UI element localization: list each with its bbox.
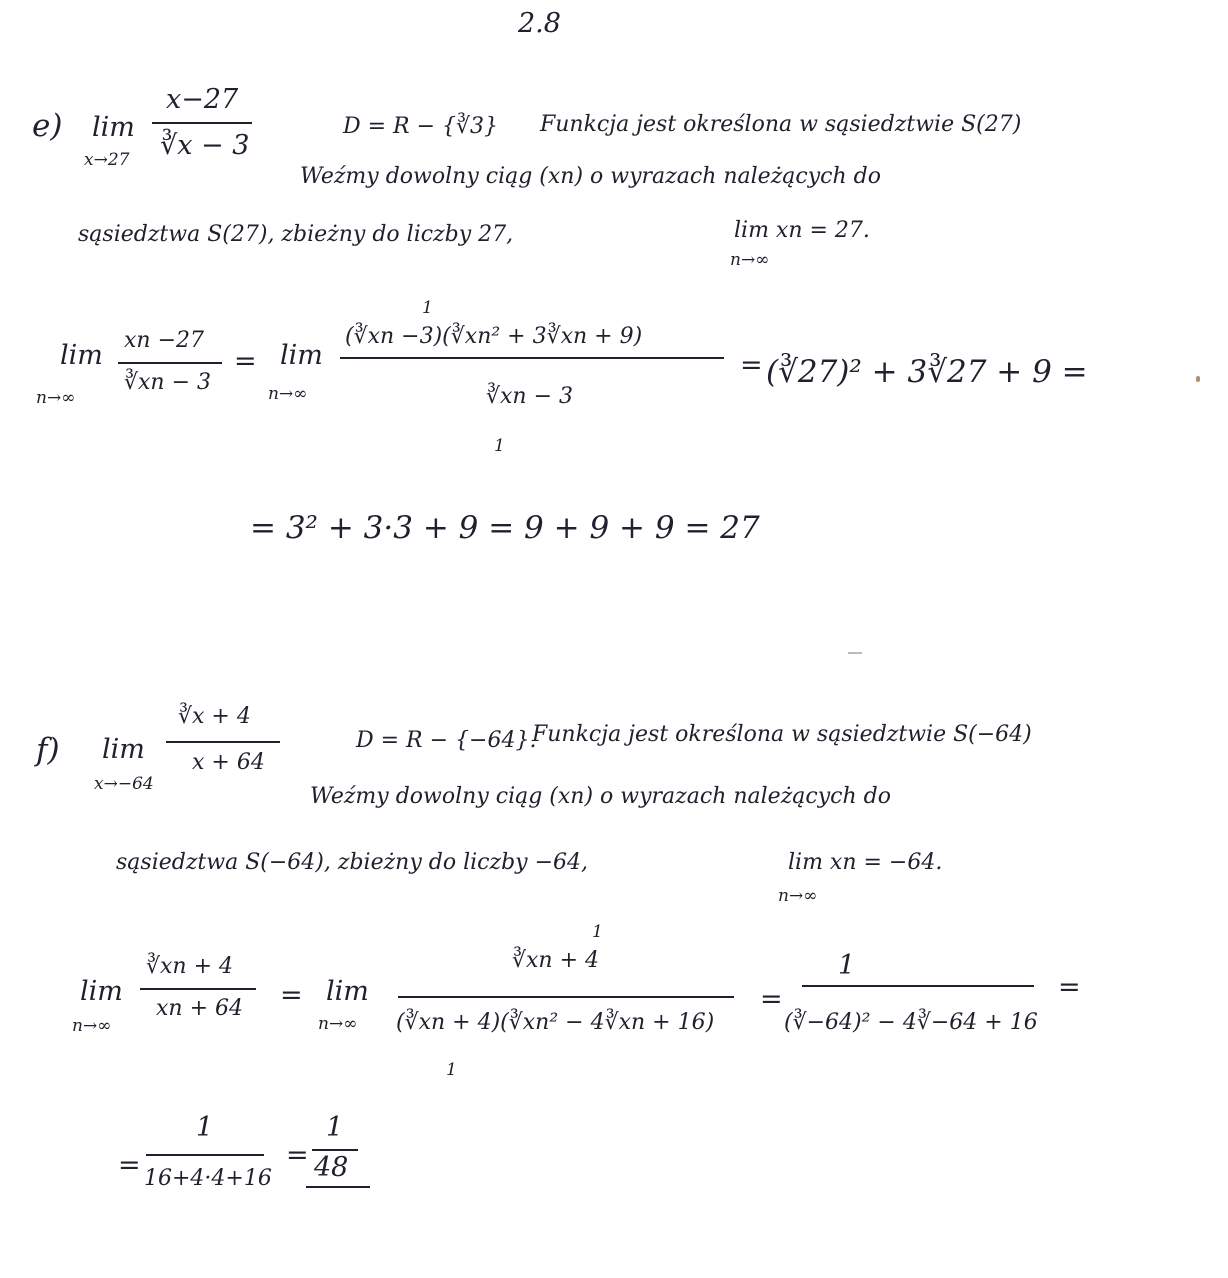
section-f-label: f) <box>36 732 60 768</box>
section-e-fraction-den: ∛x − 3 <box>160 130 250 161</box>
section-f-calc-den1: xn + 64 <box>156 996 243 1021</box>
section-e-calc-eq2: = <box>740 350 763 381</box>
section-f-calc-cancel1: 1 <box>592 922 603 942</box>
section-e-calc-cancel1: 1 <box>422 298 433 318</box>
section-f-calc-bar2 <box>398 996 734 998</box>
section-f-line2: Weźmy dowolny ciąg (xn) o wyrazach należących do <box>310 784 891 809</box>
section-e-fraction-bar <box>152 122 252 124</box>
section-e-calc-sub2: n→∞ <box>268 384 308 404</box>
section-e-calc-den2: ∛xn − 3 <box>486 384 574 409</box>
section-f-line3-lim-sub: n→∞ <box>778 886 818 906</box>
section-e-line2: Weźmy dowolny ciąg (xn) o wyrazach należących do <box>300 164 881 189</box>
section-f-calc-eq3: = <box>1058 972 1081 1003</box>
section-e-calc-bar1 <box>118 362 222 364</box>
section-f-calc-lim2: lim <box>326 976 369 1007</box>
section-f-domain: D = R − {−64}. <box>356 728 537 753</box>
section-f-calc-num5: 1 <box>326 1112 344 1143</box>
section-f-calc-num4: 1 <box>196 1112 214 1143</box>
section-f-calc-eq2: = <box>760 984 783 1015</box>
section-f-lim-word: lim <box>102 734 145 765</box>
section-e-line3-lim: lim xn = 27. <box>734 218 870 243</box>
section-f-calc-bar3 <box>802 985 1034 987</box>
section-e-domain: D = R − {∛3} <box>343 114 499 139</box>
section-f-line3: sąsiedztwa S(−64), zbieżny do liczby −64, <box>116 850 589 875</box>
section-e-lim-word: lim <box>92 112 135 143</box>
section-f-line3-lim: lim xn = −64. <box>788 850 943 875</box>
section-f-calc-eq4: = <box>118 1150 141 1181</box>
section-f-fraction-den: x + 64 <box>192 750 265 775</box>
section-f-final-underline <box>306 1186 370 1188</box>
section-f-defined-text: Funkcja jest określona w sąsiedztwie S(−64) <box>532 722 1032 747</box>
section-e-label: e) <box>32 108 63 144</box>
section-f-lim-sub: x→−64 <box>94 774 154 794</box>
section-f-calc-num1: ∛xn + 4 <box>146 954 234 979</box>
section-e-calc-result2: = 3² + 3·3 + 9 = 9 + 9 + 9 = 27 <box>250 510 760 546</box>
section-e-calc-sub1: n→∞ <box>36 388 76 408</box>
section-f-calc-eq5: = <box>286 1140 309 1171</box>
section-e-calc-lim2: lim <box>280 340 323 371</box>
section-e-defined-text: Funkcja jest określona w sąsiedztwie S(27) <box>540 112 1022 137</box>
section-f-calc-num2: ∛xn + 4 <box>512 948 600 973</box>
section-f-fraction-num: ∛x + 4 <box>178 704 251 729</box>
section-e-fraction-num: x−27 <box>166 84 239 115</box>
section-f-calc-num3: 1 <box>838 950 856 981</box>
section-f-calc-bar5 <box>312 1149 358 1151</box>
section-f-calc-cancel2: 1 <box>446 1060 457 1080</box>
section-f-calc-den2: (∛xn + 4)(∛xn² − 4∛xn + 16) <box>396 1010 715 1035</box>
section-e-calc-bar2 <box>340 357 724 359</box>
section-e-line3: sąsiedztwa S(27), zbieżny do liczby 27, <box>78 222 514 247</box>
section-e-calc-num2: (∛xn −3)(∛xn² + 3∛xn + 9) <box>345 324 643 349</box>
section-e-calc-eq1: = <box>234 346 257 377</box>
section-e-calc-num1: xn −27 <box>124 328 204 353</box>
section-f-calc-lim1: lim <box>80 976 123 1007</box>
section-e-line3-lim-sub: n→∞ <box>730 250 770 270</box>
section-f-calc-den4: 16+4·4+16 <box>144 1166 272 1191</box>
section-f-calc-sub2: n→∞ <box>318 1014 358 1034</box>
section-e-calc-result1: (∛27)² + 3∛27 + 9 = <box>766 354 1088 390</box>
section-f-fraction-bar <box>166 741 280 743</box>
section-f-calc-sub1: n→∞ <box>72 1016 112 1036</box>
page-number: 2.8 <box>518 8 561 39</box>
section-f-calc-bar1 <box>140 988 256 990</box>
section-e-lim-sub: x→27 <box>84 150 130 170</box>
section-f-calc-eq1: = <box>280 980 303 1011</box>
paper-mark <box>848 652 862 654</box>
paper-speck <box>1196 376 1200 382</box>
section-e-calc-lim1: lim <box>60 340 103 371</box>
section-e-calc-den1: ∛xn − 3 <box>124 370 212 395</box>
section-f-calc-bar4 <box>146 1154 264 1156</box>
section-f-calc-den5: 48 <box>314 1152 349 1183</box>
section-e-calc-cancel2: 1 <box>494 436 505 456</box>
section-f-calc-den3: (∛−64)² − 4∛−64 + 16 <box>784 1010 1038 1035</box>
